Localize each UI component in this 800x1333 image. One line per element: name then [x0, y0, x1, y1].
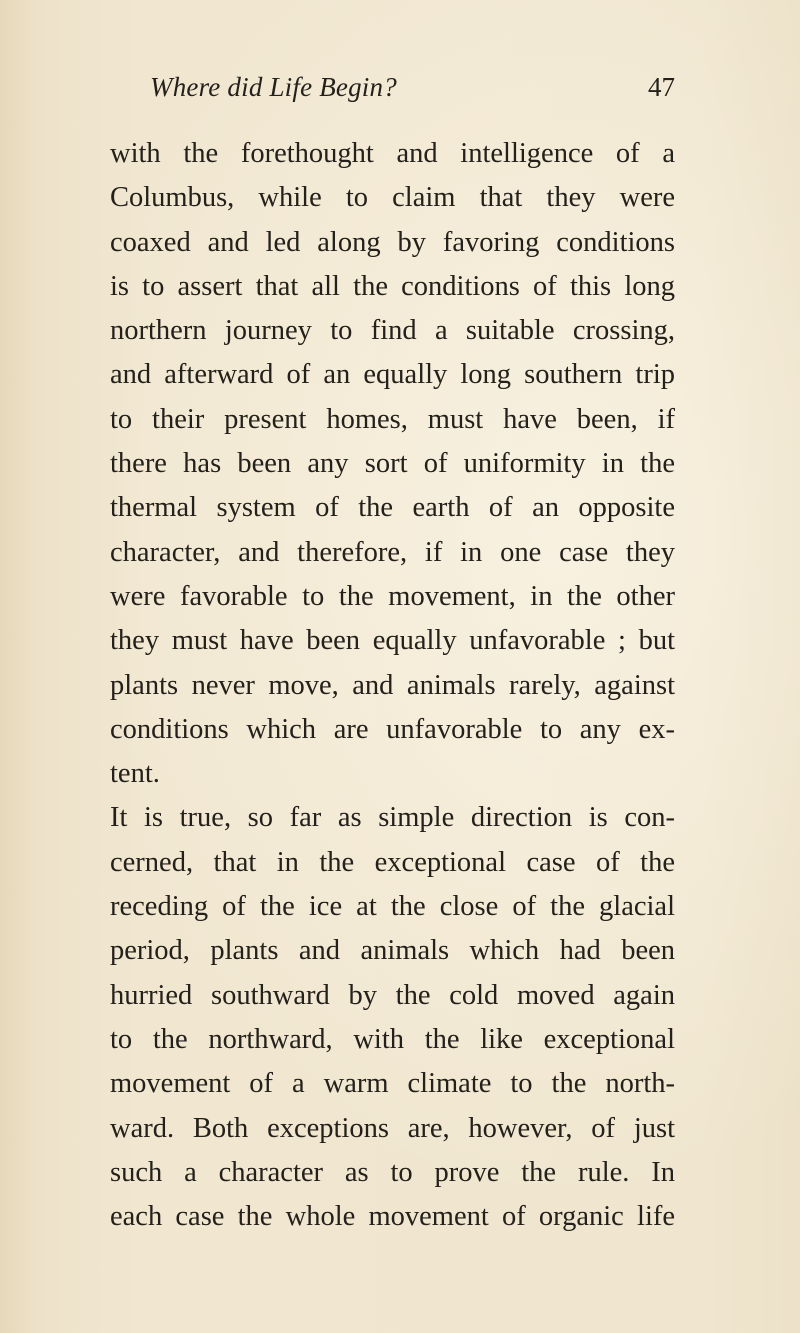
text-line: hurried southward by the cold moved again: [110, 979, 675, 1011]
page-number: 47: [648, 72, 675, 102]
body-text: [110, 132, 675, 1239]
text-line: there has been any sort of uniformity in the: [110, 448, 675, 480]
text-line: such a character as to prove the rule. In: [110, 1156, 675, 1188]
text-line: cerned, that in the exceptional case of the: [110, 846, 675, 878]
text-line: conditions which are unfavorable to any ex-: [110, 713, 675, 745]
text-line: ward. Both exceptions are, however, of just: [110, 1112, 675, 1144]
running-title: Where did Life Begin?: [150, 72, 397, 102]
text-line: to their present homes, must have been, if: [110, 403, 675, 435]
text-line: period, plants and animals which had been: [110, 935, 675, 967]
text-line: plants never move, and animals rarely, against: [110, 669, 675, 701]
text-line: tent.: [110, 758, 160, 790]
text-line: thermal system of the earth of an opposite: [110, 492, 675, 524]
text-line: northern journey to find a suitable crossing,: [110, 315, 675, 347]
text-line: and afterward of an equally long southern trip: [110, 359, 675, 391]
text-line: It is true, so far as simple direction is con-: [110, 802, 675, 834]
text-line: Columbus, while to claim that they were: [110, 182, 675, 214]
text-line: movement of a warm climate to the north-: [110, 1068, 675, 1100]
text-line: character, and therefore, if in one case they: [110, 536, 675, 568]
text-line: were favorable to the movement, in the other: [110, 580, 675, 612]
text-line: coaxed and led along by favoring conditions: [110, 226, 675, 258]
text-line: receding of the ice at the close of the glacial: [110, 891, 675, 923]
running-head: [150, 72, 675, 112]
text-line: they must have been equally unfavorable ; but: [110, 625, 675, 657]
text-line: with the forethought and intelligence of a: [110, 138, 675, 169]
text-line: to the northward, with the like exceptional: [110, 1023, 675, 1055]
text-line: is to assert that all the conditions of this long: [110, 270, 675, 302]
text-line: each case the whole movement of organic life: [110, 1201, 675, 1233]
